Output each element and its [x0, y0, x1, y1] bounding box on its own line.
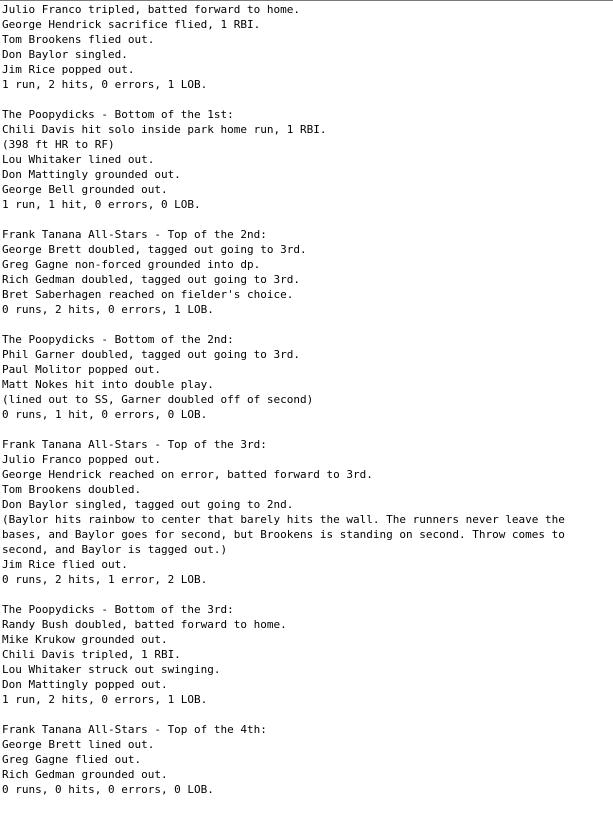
log-line: Greg Gagne non-forced grounded into dp. — [2, 258, 261, 271]
log-line: Frank Tanana All-Stars - Top of the 3rd: — [2, 438, 267, 451]
log-line: 0 runs, 0 hits, 0 errors, 0 LOB. — [2, 783, 214, 796]
log-line: George Brett doubled, tagged out going to 3rd. — [2, 243, 307, 256]
log-line: George Bell grounded out. — [2, 183, 168, 196]
log-line: 1 run, 2 hits, 0 errors, 1 LOB. — [2, 78, 208, 91]
log-line: Julio Franco tripled, batted forward to home. — [2, 3, 301, 16]
log-line: Mike Krukow grounded out. — [2, 633, 168, 646]
log-line: Tom Brookens flied out. — [2, 33, 155, 46]
log-line: Frank Tanana All-Stars - Top of the 4th: — [2, 723, 267, 736]
log-line: Chili Davis tripled, 1 RBI. — [2, 648, 181, 661]
blank-line — [2, 92, 608, 107]
log-line: 1 run, 1 hit, 0 errors, 0 LOB. — [2, 198, 201, 211]
log-line: Greg Gagne flied out. — [2, 753, 142, 766]
blank-line — [2, 317, 608, 332]
log-line: (398 ft HR to RF) — [2, 138, 115, 151]
log-line: 0 runs, 2 hits, 0 errors, 1 LOB. — [2, 303, 214, 316]
log-line: George Hendrick reached on error, batted forward to 3rd. — [2, 468, 373, 481]
log-line: Lou Whitaker lined out. — [2, 153, 155, 166]
log-line: Frank Tanana All-Stars - Top of the 2nd: — [2, 228, 267, 241]
log-line: Julio Franco popped out. — [2, 453, 161, 466]
log-line: Chili Davis hit solo inside park home run, 1 RBI. — [2, 123, 327, 136]
log-paragraph: (Baylor hits rainbow to center that barely hits the wall. The runners never leave the bases, and Baylor goes for second, but Brookens is standing on second. Throw comes to second, and Baylor is tagged out.) — [2, 513, 572, 556]
log-line: 1 run, 2 hits, 0 errors, 1 LOB. — [2, 693, 208, 706]
log-line: George Brett lined out. — [2, 738, 155, 751]
log-line: The Poopydicks - Bottom of the 2nd: — [2, 333, 234, 346]
log-line: Jim Rice flied out. — [2, 558, 128, 571]
log-line: George Hendrick sacrifice flied, 1 RBI. — [2, 18, 261, 31]
log-line: Bret Saberhagen reached on fielder's choice. — [2, 288, 294, 301]
log-line: Jim Rice popped out. — [2, 63, 135, 76]
log-line: 0 runs, 1 hit, 0 errors, 0 LOB. — [2, 408, 208, 421]
log-line: Don Baylor singled, tagged out going to 2nd. — [2, 498, 294, 511]
log-line: The Poopydicks - Bottom of the 3rd: — [2, 603, 234, 616]
log-line: Don Mattingly popped out. — [2, 678, 168, 691]
log-line: Rich Gedman grounded out. — [2, 768, 168, 781]
log-line: Rich Gedman doubled, tagged out going to 3rd. — [2, 273, 301, 286]
log-line: Randy Bush doubled, batted forward to home. — [2, 618, 287, 631]
log-line: The Poopydicks - Bottom of the 1st: — [2, 108, 234, 121]
blank-line — [2, 707, 608, 722]
blank-line — [2, 212, 608, 227]
blank-line — [2, 422, 608, 437]
log-line: (lined out to SS, Garner doubled off of second) — [2, 393, 314, 406]
window-top-border — [0, 0, 613, 1]
log-line: Don Mattingly grounded out. — [2, 168, 181, 181]
log-line: Don Baylor singled. — [2, 48, 128, 61]
log-line: Paul Molitor popped out. — [2, 363, 161, 376]
game-log-text — [2, 2, 608, 797]
log-line: Phil Garner doubled, tagged out going to 3rd. — [2, 348, 301, 361]
log-line: Matt Nokes hit into double play. — [2, 378, 214, 391]
blank-line — [2, 587, 608, 602]
log-line: Lou Whitaker struck out swinging. — [2, 663, 221, 676]
log-line: Tom Brookens doubled. — [2, 483, 142, 496]
log-line: 0 runs, 2 hits, 1 error, 2 LOB. — [2, 573, 208, 586]
